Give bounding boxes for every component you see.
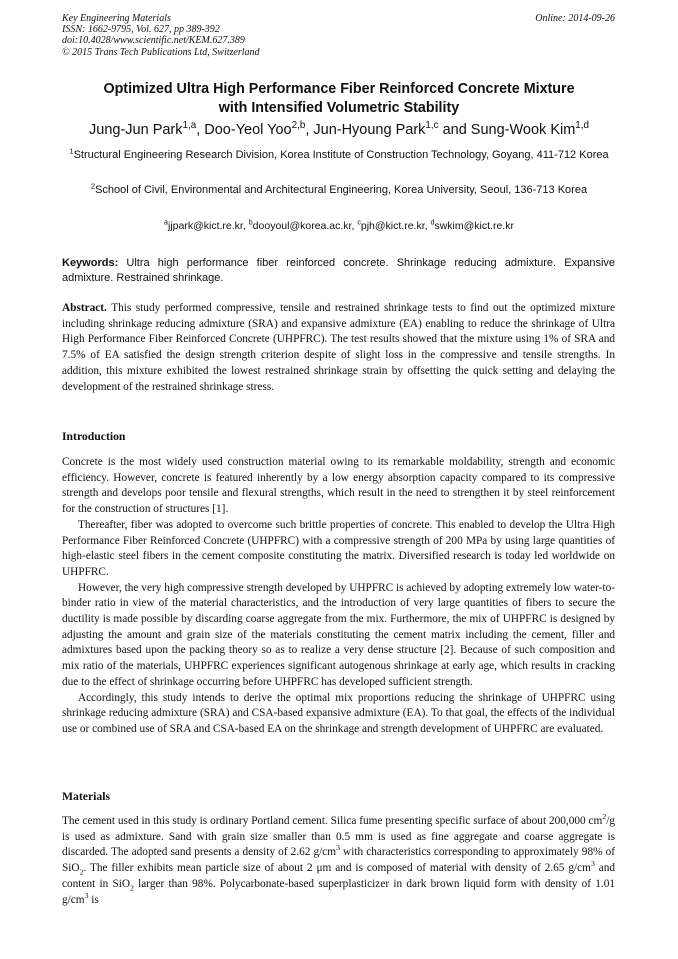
- text-run: /g is used as admixture. Sand with grain size smaller than 0.5 mm is used as fine aggregate and coarse aggregate is discarded. The adopted sand presents a density of 2.62 g/cm: [62, 815, 615, 859]
- journal-name: Key Engineering Materials: [62, 13, 171, 24]
- publication-info: [62, 13, 260, 58]
- paper-title: [40, 80, 638, 117]
- text-run: The cement used in this study is ordinary Portland cement. Silica fume presenting specific surface of about 200,000 cm: [62, 815, 603, 827]
- affiliation-text: Structural Engineering Research Division, Korea Institute of Construction Technology, Goyang, 411-712 Korea: [73, 149, 609, 161]
- title-line: with Intensified Volumetric Stability: [218, 99, 460, 116]
- keywords: [62, 256, 615, 286]
- author-list: [40, 121, 638, 139]
- author-name: Doo-Yeol Yoo: [204, 122, 292, 138]
- email-list: $^a$jjpark@kict.re.kr, $^b$dooyoul@korea.ac.kr, $^c$pjh@kict.re.kr, $^d$swkim@kict.re.kr: [164, 218, 514, 232]
- copyright-line: © 2015 Trans Tech Publications Ltd, Switzerland: [62, 46, 260, 58]
- abstract: [62, 301, 615, 395]
- affiliation: [62, 183, 616, 198]
- abstract-label: Abstract.: [62, 302, 107, 314]
- text-run: larger than 98%. Polycarbonate-based superplasticizer in dark brown liquid form with density of 1.01 g/cm: [62, 877, 615, 906]
- text-run: with characteristics corresponding to approximately 98% of SiO: [62, 846, 615, 875]
- email-mark: b: [248, 218, 253, 227]
- email-mark: d: [430, 218, 435, 227]
- affiliation-number: 2: [90, 181, 96, 191]
- author-separator: ,: [305, 122, 314, 138]
- superscript: 3: [84, 890, 89, 900]
- section-heading-introduction: Introduction: [62, 430, 126, 443]
- email-mark: a: [164, 218, 169, 227]
- paragraph: Concrete is the most widely used construction material owing to its remarkable moldability, strength and economic efficiency. However, concrete is featured inherently by a low energy absorption capacity compared to its compressive strength and develops poor tensile and flexural strengths, which result in the need to strengthen it by steel reinforcement for the construction of structures [1].: [62, 456, 615, 516]
- affiliation-text: School of Civil, Environmental and Architectural Engineering, Korea University, Seoul, 136-713 Korea: [95, 184, 588, 196]
- superscript: 3: [590, 859, 595, 869]
- title-line: Optimized Ultra High Performance Fiber Reinforced Concrete Mixture: [103, 81, 575, 97]
- subscript: 2: [130, 883, 134, 893]
- affiliation: [62, 148, 616, 163]
- keywords-text: Ultra high performance fiber reinforced concrete. Shrinkage reducing admixture. Expansive admixture. Restrained shrinkage.: [62, 257, 616, 285]
- superscript: 3: [336, 843, 340, 853]
- email-address[interactable]: pjh@kict.re.kr: [360, 220, 425, 232]
- section-heading-materials: Materials: [62, 790, 111, 803]
- affiliation-number: 1: [69, 146, 74, 156]
- email-mark: c: [357, 218, 361, 227]
- author-name: Sung-Wook Kim: [470, 122, 576, 138]
- author-separator: ,: [196, 122, 205, 138]
- abstract-text: This study performed compressive, tensile and restrained shrinkage tests to find out the optimized mixture including shrinkage reducing admixture (SRA) and expansive admixture (EA) enabling to reduce the shrinkage of Ultra High Performance Fiber Reinforced Concrete (UHPFRC). The test results showed that the mixture using 1% of SRA and 7.5% of EA satisfied the design strength criterion despite of slight loss in the compressive and tensile strengths. In addition, this mixture exhibited the lowest restrained shrinkage strain by offsetting the quick setting and delaying the development of the restrained shrinkage stress.: [62, 302, 615, 393]
- author-separator: and: [438, 122, 471, 138]
- paragraph: However, the very high compressive strength developed by UHPFRC is achieved by adopting extremely low water-to-binder ratio in view of the material characteristics, and the introduction of very large quantities of fibers to secure the ductility is made possible by discarding coarse aggregate from the mix. Furthermore, the mix of UHPFRC is designed by adjusting the amount and grain size of the materials constituting the cement matrix including the cement, filler and admixtures based upon the packing theory so as to realize a very dense structure [2]. Because of such composition and mix ratio of the materials, UHPFRC experiences significant autogenous shrinkage at early age, which results in cracking due to the effect of shrinkage occurring before UHPFRC has developed sufficient strength.: [62, 581, 615, 688]
- author-affiliation-mark: 1,c: [425, 120, 439, 132]
- online-date: Online: 2014-09-26: [535, 13, 615, 24]
- text-run: . The filler exhibits mean particle size of about 2 μm and is composed of material with density of 2.65 g/cm: [83, 862, 591, 875]
- paragraph: [62, 814, 615, 908]
- author-affiliation-mark: 1,a: [182, 120, 197, 132]
- author-affiliation-mark: 2,b: [291, 120, 306, 132]
- text-run: is: [88, 893, 99, 906]
- doi-line: doi:10.4028/www.scientific.net/KEM.627.389: [62, 35, 245, 47]
- issn-line: ISSN: 1662-9795, Vol. 627, pp 389-392: [62, 24, 220, 36]
- materials-body: [62, 814, 615, 908]
- text-run: and content in SiO: [62, 862, 615, 890]
- author-name: Jung-Jun Park: [89, 122, 183, 138]
- paragraph: Thereafter, fiber was adopted to overcome such brittle properties of concrete. This enabled to develop the Ultra High Performance Fiber Reinforced Concrete (UHPFRC) with a compressive strength of 200 MPa by using large quantities of high-elastic steel fibers in the cement composite constituting the matrix. Diversified research is today led worldwide on UHPFRC.: [62, 518, 615, 578]
- email-address[interactable]: swkim@kict.re.kr: [434, 220, 514, 232]
- author-name: Jun-Hyoung Park: [313, 122, 426, 138]
- paragraph: Accordingly, this study intends to derive the optimal mix proportions reducing the shrinkage of UHPFRC using shrinkage reducing admixture (SRA) and CSA-based expansive admixture (EA). To that goal, the effects of the individual use or combined use of SRA and CSA-based EA on the shrinkage and strength development of UHPFRC are evaluated.: [62, 691, 615, 735]
- keywords-label: Keywords:: [62, 257, 119, 269]
- email-address[interactable]: dooyoul@korea.ac.kr: [252, 220, 352, 232]
- author-affiliation-mark: 1,d: [575, 120, 589, 132]
- superscript: 2: [602, 812, 607, 822]
- subscript: 2: [79, 867, 84, 877]
- email-address[interactable]: jjpark@kict.re.kr: [168, 220, 243, 232]
- introduction-body: [62, 455, 615, 738]
